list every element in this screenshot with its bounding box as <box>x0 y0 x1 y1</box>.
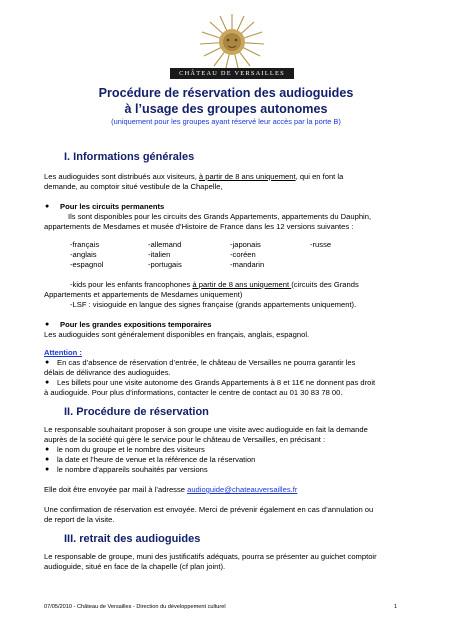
bullet-icon: ● <box>45 466 50 473</box>
retrait-text-line2: audioguide, situé en face de la chapelle (cf plan joint). <box>44 562 226 571</box>
intro-text-line2: demande, au comptoir situé vestibule de la Chapelle, <box>44 182 223 191</box>
sun-emblem-icon <box>170 12 294 70</box>
mail-text: Elle doit être envoyée par mail à l’adresse audioguide@chateauversailles.fr <box>44 485 298 494</box>
page-number: 1 <box>394 604 398 610</box>
chateau-logo <box>170 12 294 86</box>
footer-text: 07/05/2010 - Château de Versailles - Direction du développement culturel <box>44 604 226 610</box>
bullet-icon: ● <box>45 203 50 210</box>
list-item: le nom du groupe et le nombre des visiteurs <box>57 445 205 454</box>
kids-text: -kids pour les enfants francophones à partir de 8 ans uniquement (circuits des Grands <box>70 280 359 289</box>
bullet-icon: ● <box>45 359 50 366</box>
attention-item-2: Les billets pour une visite autonome des Grands Appartements à 8 et 11€ ne donnent pas droit <box>57 378 376 387</box>
language-item: -espagnol <box>70 260 104 269</box>
language-item: -allemand <box>148 240 182 249</box>
section-heading-3: III. retrait des audioguides <box>64 533 201 545</box>
intro-text: Les audioguides sont distribués aux visiteurs, à partir de 8 ans uniquement, qui en font la <box>44 172 344 181</box>
list-item: la date et l’heure de venue et la référence de la réservation <box>57 455 256 464</box>
list-item: le nombre d’appareils souhaités par versions <box>57 465 208 474</box>
kids-text-line2: Appartements et appartements de Mesdames uniquement) <box>44 290 243 299</box>
reservation-text-line2: auprès de la société qui gère le service pour le château de Versailles, en précisant : <box>44 435 326 444</box>
retrait-text: Le responsable de groupe, muni des justificatifs adéquats, pourra se présenter au guichet comptoir <box>44 552 377 561</box>
page-title-line2: à l’usage des groupes autonomes <box>124 102 328 116</box>
confirmation-text-line2: de report de la visite. <box>44 515 115 524</box>
language-item: -français <box>70 240 100 249</box>
bullet-icon: ● <box>45 321 50 328</box>
logo-wordmark: CHÂTEAU DE VERSAILLES <box>170 68 294 79</box>
section-heading-2: II. Procédure de réservation <box>64 406 209 418</box>
confirmation-text: Une confirmation de réservation est envoyée. Merci de prévenir également en cas d’annulation ou <box>44 505 374 514</box>
attention-item-1-line2: délais de délivrance des audioguides. <box>44 368 171 377</box>
page-title: Procédure de réservation des audioguides <box>98 86 354 100</box>
expo-text: Les audioguides sont généralement disponibles en français, anglais, espagnol. <box>44 330 310 339</box>
attention-item-1: En cas d’absence de réservation d’entrée, le château de Versailles ne pourra garantir les <box>57 358 356 367</box>
language-item: -anglais <box>70 250 97 259</box>
language-item: -portugais <box>148 260 182 269</box>
language-item: -russe <box>310 240 332 249</box>
bullet-heading-circuits: Pour les circuits permanents <box>60 202 165 211</box>
page-subtitle: (uniquement pour les groupes ayant réservé leur accès par la porte B) <box>111 117 341 126</box>
attention-label: Attention : <box>44 348 82 357</box>
reservation-text: Le responsable souhaitant proposer à son groupe une visite avec audioguide en fait la demande <box>44 425 368 434</box>
bullet-icon: ● <box>45 379 50 386</box>
circuits-text-line2: appartements de Mesdames et musée d’Histoire de France dans les 12 versions suivantes : <box>44 222 354 231</box>
attention-item-2-line2: à audioguide. Pour plus d’informations, contacter le centre de contact au 01 30 83 78 00. <box>44 388 343 397</box>
language-item: -mandarin <box>230 260 265 269</box>
language-item: -coréen <box>230 250 256 259</box>
lsf-text: -LSF : visioguide en langue des signes française (grands appartements uniquement). <box>70 300 357 309</box>
circuits-text: Ils sont disponibles pour les circuits des Grands Appartements, appartements du Dauphin, <box>68 212 372 221</box>
bullet-heading-expositions: Pour les grandes expositions temporaires <box>60 320 212 329</box>
language-item: -japonais <box>230 240 261 249</box>
email-link[interactable]: audioguide@chateauversailles.fr <box>187 485 298 494</box>
language-item: -italien <box>148 250 171 259</box>
section-heading-1: I. Informations générales <box>64 151 195 163</box>
bullet-icon: ● <box>45 456 50 463</box>
bullet-icon: ● <box>45 446 50 453</box>
